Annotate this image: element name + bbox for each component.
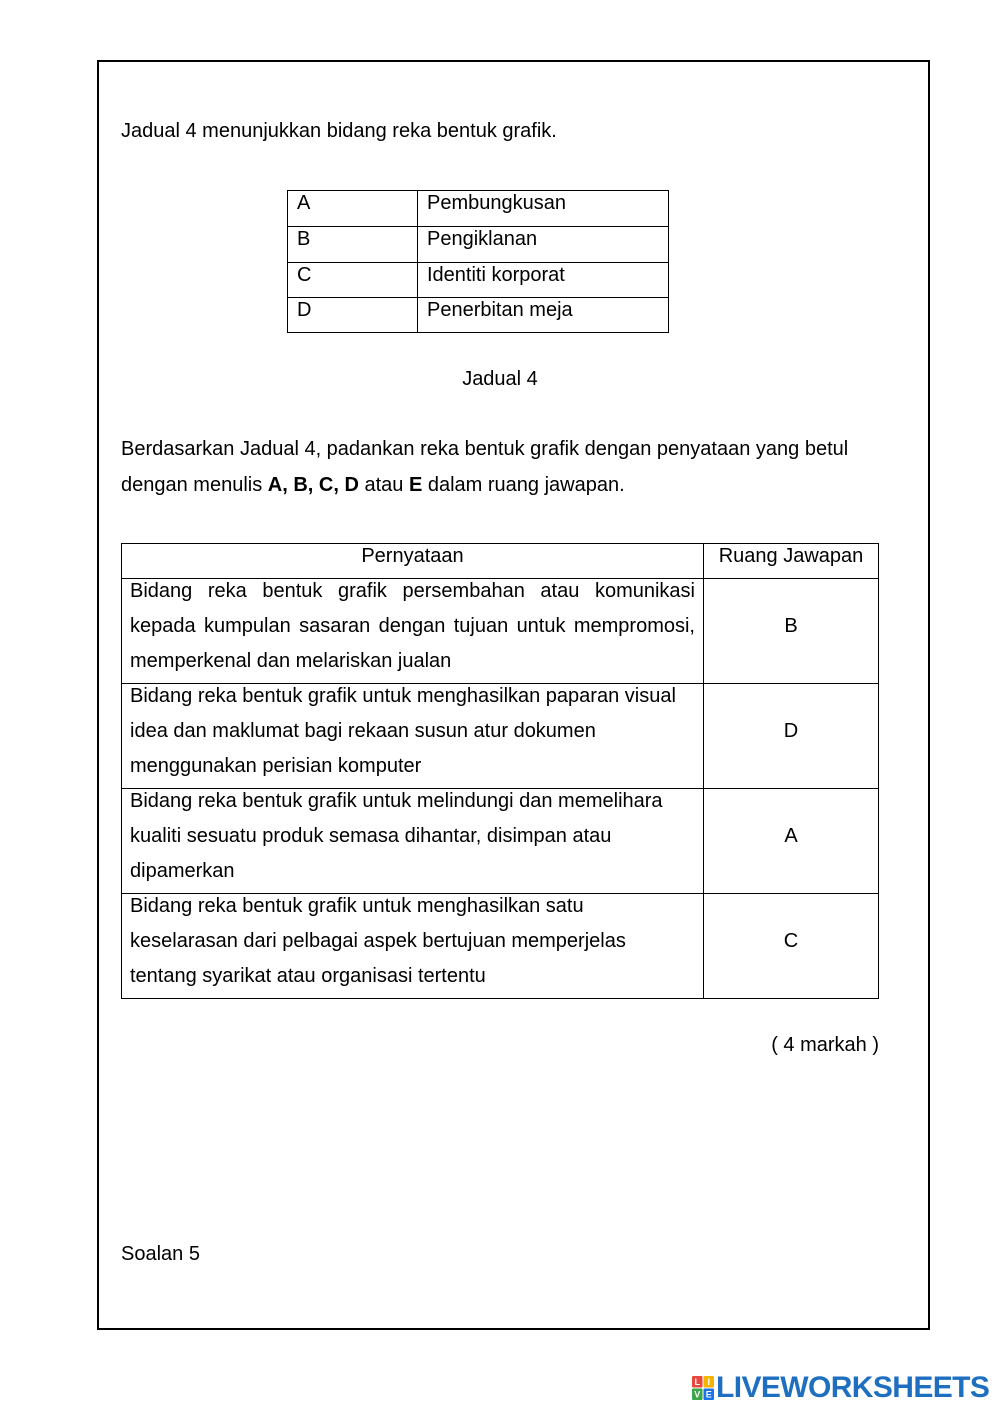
jadual-4-field: Pengiklanan [427, 228, 538, 250]
table-row [122, 578, 878, 683]
answer-field-2[interactable]: D [783, 719, 799, 742]
statement-line: Bidang reka bentuk grafik untuk menghasilkan paparan visual [130, 685, 676, 707]
instruction-line-2 [121, 467, 848, 503]
statement-text [130, 574, 695, 679]
intro-text: Jadual 4 menunjukkan bidang reka bentuk grafik. [121, 120, 557, 142]
jadual-4-label: B [297, 228, 311, 250]
answer-cell [704, 579, 878, 683]
jadual-4-label: C [297, 264, 312, 286]
statement-line: Bidang reka bentuk grafik untuk melindungi dan memelihara [130, 790, 663, 812]
jadual-4-table [287, 190, 669, 333]
statement-cell [122, 579, 704, 683]
table-row [122, 788, 878, 893]
statement-line: tentang syarikat atau organisasi tertentu [130, 965, 486, 987]
header-answer: Ruang Jawapan [718, 544, 864, 567]
jadual-4-label: A [297, 192, 311, 214]
statement-line: dipamerkan [130, 860, 235, 882]
header-answer-cell [704, 544, 878, 578]
statement-line: idea dan maklumat bagi rekaan susun atur dokumen [130, 720, 596, 742]
statement-text [130, 889, 695, 994]
jadual-4-row [288, 226, 668, 262]
jadual-4-label: D [297, 299, 312, 321]
statement-text [130, 784, 695, 889]
logo-letter: V [694, 1389, 701, 1400]
answer-cell [704, 684, 878, 788]
statement-line: menggunakan perisian komputer [130, 755, 422, 777]
logo-letter: E [705, 1389, 712, 1400]
jadual-4-field: Pembungkusan [427, 192, 566, 214]
liveworksheets-wordmark: LIVEWORKSHEETS [716, 1371, 990, 1404]
jadual-4-field-cell [418, 298, 668, 332]
jadual-4-field-cell [418, 191, 668, 226]
answer-field-4[interactable]: C [783, 929, 799, 952]
statement-cell [122, 684, 704, 788]
instruction-text: dengan menulis [121, 474, 268, 496]
answer-field-3[interactable]: A [784, 824, 798, 847]
jadual-4-row [288, 191, 668, 226]
answer-cell [704, 894, 878, 998]
statement-line: kepada kumpulan sasaran dengan tujuan untuk mempromosi, [130, 615, 695, 637]
jadual-4-label-cell [288, 227, 418, 262]
statement-cell [122, 894, 704, 998]
statement-line: Bidang reka bentuk grafik persembahan atau komunikasi [130, 580, 695, 602]
answer-cell [704, 789, 878, 893]
table-row [122, 683, 878, 788]
jadual-4-field: Penerbitan meja [427, 299, 573, 321]
marks-label: ( 4 markah ) [771, 1034, 879, 1056]
jadual-4-field-cell [418, 227, 668, 262]
next-question-label: Soalan 5 [121, 1243, 200, 1265]
jadual-4-label-cell [288, 263, 418, 297]
table-caption: Jadual 4 [462, 368, 538, 390]
statement-line: memperkenal dan melariskan jualan [130, 650, 452, 672]
instructions [121, 431, 848, 503]
instruction-text: dalam ruang jawapan. [422, 474, 625, 496]
statement-cell [122, 789, 704, 893]
logo-letter: I [707, 1377, 711, 1387]
instruction-line-1: Berdasarkan Jadual 4, padankan reka bentuk grafik dengan penyataan yang betul [121, 438, 849, 460]
jadual-4-row [288, 297, 668, 332]
answer-table [121, 543, 879, 999]
liveworksheets-logo-icon [692, 1376, 714, 1400]
table-row [122, 893, 878, 998]
answer-table-header [122, 544, 878, 578]
statement-text [130, 679, 695, 784]
liveworksheets-logo-link[interactable] [692, 1371, 989, 1405]
instruction-last-option: E [408, 474, 423, 496]
jadual-4-field-cell [418, 263, 668, 297]
header-statement: Pernyataan [361, 544, 464, 567]
jadual-4-label-cell [288, 191, 418, 226]
header-statement-cell [122, 544, 704, 578]
answer-field-1[interactable]: B [784, 614, 798, 637]
jadual-4-label-cell [288, 298, 418, 332]
logo-letter: L [694, 1377, 700, 1387]
statement-line: keselarasan dari pelbagai aspek bertujuan memperjelas [130, 930, 626, 952]
jadual-4-field: Identiti korporat [427, 264, 565, 286]
statement-line: Bidang reka bentuk grafik untuk menghasilkan satu [130, 895, 584, 917]
statement-line: kualiti sesuatu produk semasa dihantar, disimpan atau [130, 825, 612, 847]
instruction-text: atau [358, 474, 409, 496]
jadual-4-row [288, 262, 668, 297]
instruction-options: A, B, C, D [267, 474, 359, 496]
